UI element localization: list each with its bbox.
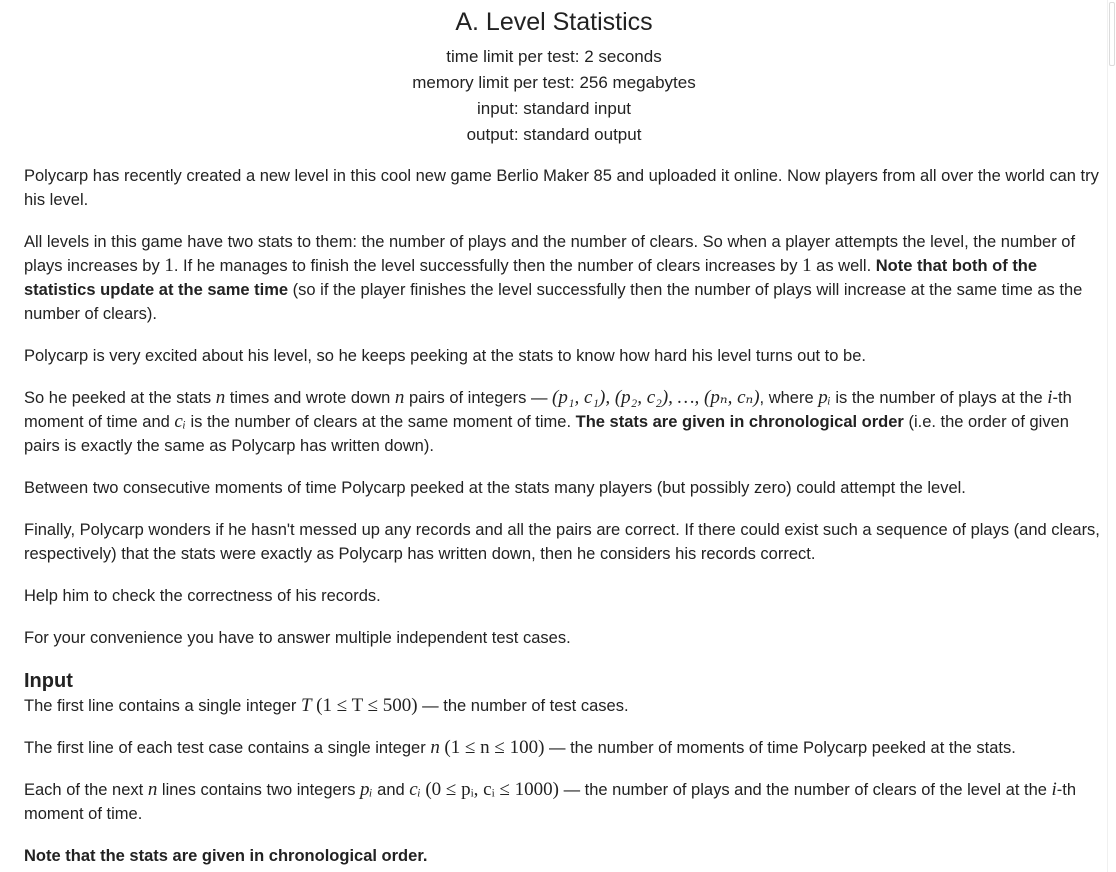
output-spec: output: standard output xyxy=(466,125,642,144)
statement-paragraph-3: Polycarp is very excited about his level, so he keeps peeking at the stats to know how hard his level turns out to be. xyxy=(24,347,866,365)
bold-note-same-time: Note that both of the statistics update at the same time xyxy=(24,257,1038,299)
statement-paragraph-2: All levels in this game have two stats to them: the number of plays and the number of clears. So when a player attempts the level, the number of plays increases by 1. If he manages to finish the level successfully then the number of clears increases by 1 as well. Note that both of the statistics update at the same time (so if the player finishes the level successfully then the number of plays will increase at the same time as the number of clears). xyxy=(24,233,1083,323)
vertical-scrollbar[interactable] xyxy=(1107,0,1116,872)
bold-chronological-order: The stats are given in chronological order xyxy=(575,413,904,431)
input-paragraph-2: The first line of each test case contains a single integer n (1 ≤ n ≤ 100) — the number of moments of time Polycarp peeked at the stats. xyxy=(24,737,1016,758)
statement-paragraph-6: Finally, Polycarp wonders if he hasn't messed up any records and all the pairs are correct. If there could exist such a sequence of plays (and clears, respectively) that the stats were exactly as Polycarp has written down, then he considers his records correct. xyxy=(24,521,1100,563)
statement-paragraph-7: Help him to check the correctness of his records. xyxy=(24,587,381,605)
input-section xyxy=(24,668,1102,868)
input-paragraph-1: The first line contains a single integer T (1 ≤ T ≤ 500) — the number of test cases. xyxy=(24,695,629,716)
scrollbar-thumb[interactable] xyxy=(1109,2,1115,66)
input-spec: input: standard input xyxy=(476,99,632,118)
problem-title: A. Level Statistics xyxy=(455,8,653,36)
statement-paragraph-1: Polycarp has recently created a new level in this cool new game Berlio Maker 85 and uploaded it online. Now players from all over the world can try his level. xyxy=(24,167,1099,209)
statement-paragraph-8: For your convenience you have to answer multiple independent test cases. xyxy=(24,629,571,647)
input-paragraph-3: Each of the next n lines contains two integers pᵢ and cᵢ (0 ≤ pᵢ, cᵢ ≤ 1000) — the number of plays and the number of clears of the level at the i-th moment of time. xyxy=(24,779,1077,823)
bold-input-note: Note that the stats are given in chronological order. xyxy=(24,847,428,865)
problem-header xyxy=(0,0,1108,148)
statement-paragraph-5: Between two consecutive moments of time Polycarp peeked at the stats many players (but possibly zero) could attempt the level. xyxy=(24,479,966,497)
input-paragraph-4 xyxy=(24,844,1102,868)
t-constraint: (1 ≤ T ≤ 500) xyxy=(316,695,418,716)
input-section-title: Input xyxy=(24,670,73,692)
pairs-formula: (p₁, c₁), (p₂, c₂), …, (pₙ, cₙ) xyxy=(552,387,760,408)
pc-constraint: (0 ≤ pᵢ, cᵢ ≤ 1000) xyxy=(425,779,559,800)
statement-paragraph-4: So he peeked at the stats n times and wrote down n pairs of integers — (p₁, c₁), (p₂, c₂), …, (pₙ, cₙ), where pᵢ is the number of plays at the i-th moment of time and cᵢ is the number of clears at the same moment of time. The stats are given in chronological order (i.e. the order of given pairs is exactly the same as Polycarp has written down). xyxy=(24,387,1072,455)
n-constraint: (1 ≤ n ≤ 100) xyxy=(444,737,545,758)
problem-statement xyxy=(0,164,1108,868)
time-limit: time limit per test: 2 seconds xyxy=(446,47,662,66)
memory-limit: memory limit per test: 256 megabytes xyxy=(412,73,696,92)
